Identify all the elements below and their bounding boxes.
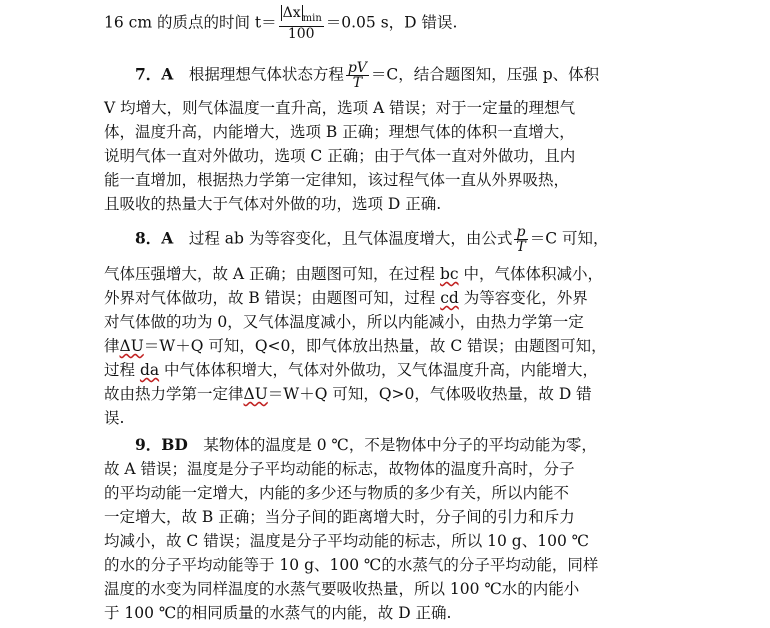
q8-line-2: 气体压强增大，故 A 正确；由题图可知，在过程 bc 中，气体体积减小， — [104, 265, 604, 283]
q9-line-1: 9．BD 某物体的温度是 0 ℃，不是物体中分子的平均动能为零， — [135, 435, 597, 454]
q9-line-7: 温度的水变为同样温度的水蒸气要吸收热量，所以 100 ℃水的内能小 — [104, 580, 580, 598]
q9-line-6: 的水的分子平均动能等于 10 g、100 ℃的水蒸气的分子平均动能，同样 — [104, 556, 599, 574]
q8-line-4: 对气体做的功为 0，又气体温度减小，所以内能减小，由热力学第一定 — [104, 313, 584, 331]
q7-line-6: 且吸收的热量大于气体对外做的功，选项 D 正确. — [104, 195, 442, 213]
q8-line-7: 故由热力学第一定律ΔU＝W＋Q 可知，Q>0，气体吸收热量，故 D 错 — [104, 385, 592, 403]
q8-line-3: 外界对气体做功，故 B 错误；由题图可知，过程 cd 为等容变化，外界 — [104, 289, 588, 307]
q8-answer: 8．A — [135, 228, 174, 248]
q8-line-8: 误. — [104, 409, 125, 427]
q7-line-1: 7．A 根据理想气体状态方程 $\frac{pV}{T}$ ＝C，结合题图知，压强 p、体积 — [135, 60, 600, 91]
q7-gas-fraction: $\frac{pV}{T}$ — [347, 60, 367, 91]
q7-line-3: 体，温度升高，内能增大，选项 B 正确；理想气体的体积一直增大， — [104, 123, 575, 141]
q8-gas-fraction: $\frac{p}{T}$ — [516, 224, 526, 255]
q9-line-8: 于 100 ℃的相同质量的水蒸气的内能，故 D 正确. — [104, 604, 452, 622]
q7-line-2: V 均增大，则气体温度一直升高，选项 A 错误；对于一定量的理想气 — [104, 99, 576, 117]
q7-line-5: 能一直增加，根据热力学第一定律知，该过程气体一直从外界吸热， — [104, 171, 570, 189]
prev-solution-tail: 16 cm 的质点的时间 t＝ $\frac{\Delta x _{min}}{100}$ ＝0.05 s，D 错误. — [104, 5, 458, 42]
q9-line-2: 故 A 错误；温度是分子平均动能的标志，故物体的温度升高时，分子 — [104, 460, 575, 478]
time-fraction: $\frac{\Delta x _{min}}{100}$ — [279, 6, 324, 41]
q7-line-4: 说明气体一直对外做功，选项 C 正确；由于气体一直对外做功，且内 — [104, 147, 576, 165]
q9-line-3: 的平均动能一定增大，内能的多少还与物质的多少有关，所以内能不 — [104, 484, 570, 502]
q9-line-4: 一定增大，故 B 正确；当分子间的距离增大时，分子间的引力和斥力 — [104, 508, 575, 526]
q8-line-1: 8．A 过程 ab 为等容变化，且气体温度增大，由公式 $\frac{p}{T}$ ＝C 可知， — [135, 224, 609, 255]
q7-answer: 7．A — [135, 64, 174, 84]
q9-line-5: 均减小，故 C 错误；温度是分子平均动能的标志，所以 10 g、100 ℃ — [104, 532, 590, 550]
q9-answer: 9．BD — [135, 435, 188, 454]
q8-line-6: 过程 da 中气体体积增大，气体对外做功，又气体温度升高，内能增大， — [104, 361, 599, 379]
q8-line-5: 律ΔU＝W＋Q 可知，Q<0，即气体放出热量，故 C 错误；由题图可知， — [104, 337, 607, 355]
